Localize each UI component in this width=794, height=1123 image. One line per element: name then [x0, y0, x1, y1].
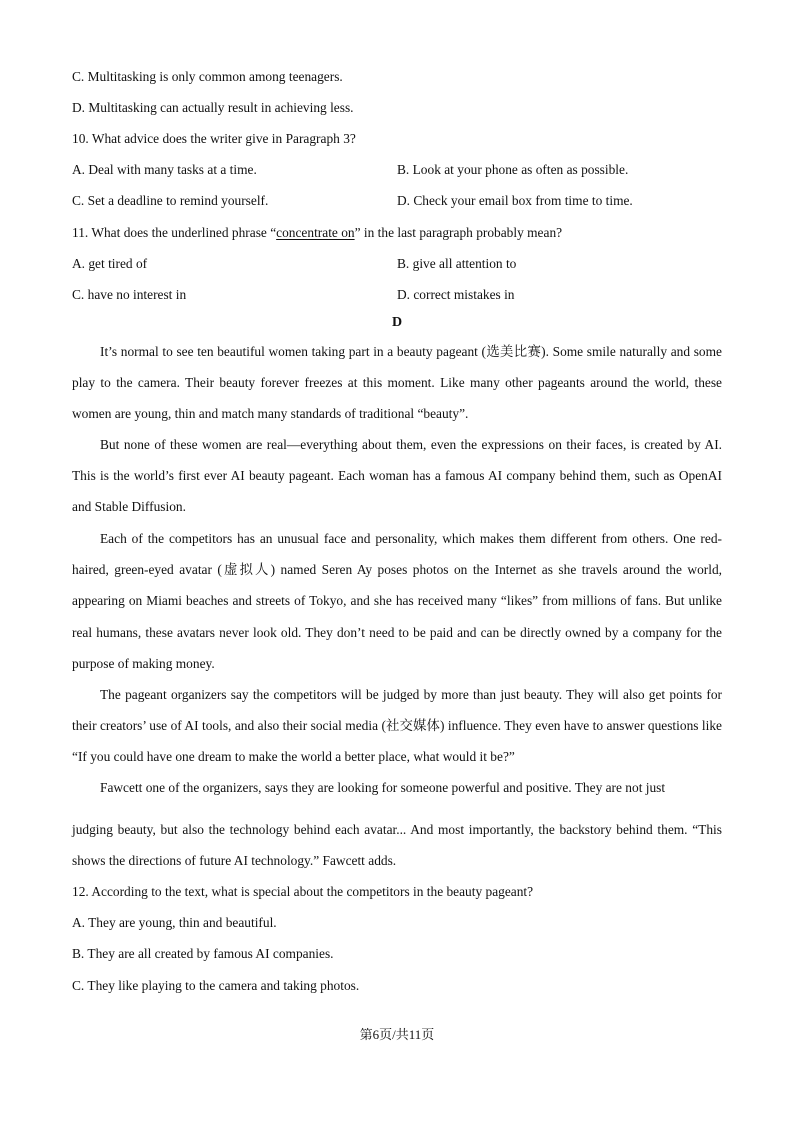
- page-number: 第6页/共11页: [359, 1027, 435, 1042]
- q10-option-a: A. Deal with many tasks at a time.: [72, 162, 257, 177]
- passage-paragraph-5-first-line: Fawcett one of the organizers, says they are looking for someone powerful and positive. They are not just: [100, 780, 666, 795]
- q9-option-d: D. Multitasking can actually result in achieving less.: [72, 100, 354, 115]
- q10-option-b: B. Look at your phone as often as possible.: [397, 162, 629, 177]
- q10-question: 10. What advice does the writer give in Paragraph 3?: [72, 131, 356, 146]
- passage-heading: D: [391, 315, 403, 330]
- q12-option-c: C. They like playing to the camera and taking photos.: [72, 978, 360, 993]
- passage-paragraph-1: It’s normal to see ten beautiful women taking part in a beauty pageant (选美比赛). Some smile naturally and some play to the camera. Their beauty forever freezes at this moment. Like many other pageants around the world, these women are young, thin and match many standards of traditional “beauty”.: [72, 344, 722, 422]
- q12-question: 12. According to the text, what is special about the competitors in the beauty pageant?: [72, 884, 534, 899]
- q10-option-d: D. Check your email box from time to time.: [397, 193, 633, 208]
- q9-option-c: C. Multitasking is only common among teenagers.: [72, 69, 343, 84]
- q11-option-d: D. correct mistakes in: [397, 287, 515, 302]
- q11-option-a: A. get tired of: [72, 256, 148, 271]
- q11-option-b: B. give all attention to: [397, 256, 517, 271]
- passage-paragraph-5-rest: judging beauty, but also the technology behind each avatar... And most importantly, the backstory behind them. “This shows the directions of future AI technology.” Fawcett adds.: [72, 822, 722, 869]
- q12-option-a: A. They are young, thin and beautiful.: [72, 915, 277, 930]
- q12-option-b: B. They are all created by famous AI companies.: [72, 946, 334, 961]
- passage-paragraph-4: The pageant organizers say the competitors will be judged by more than just beauty. They will also get points for their creators’ use of AI tools, and also their social media (社交媒体) influence. They even have to answer questions like “If you could have one dream to make the world a better place, what would it be?”: [72, 687, 722, 765]
- q10-option-c: C. Set a deadline to remind yourself.: [72, 193, 269, 208]
- underlined-phrase: concentrate on: [276, 225, 355, 240]
- q11-question: 11. What does the underlined phrase “concentrate on” in the last paragraph probably mean?: [72, 225, 563, 240]
- passage-paragraph-3: Each of the competitors has an unusual face and personality, which makes them different from others. One red-haired, green-eyed avatar (虚拟人) named Seren Ay poses photos on the Internet as she travels around the world, appearing on Miami beaches and streets of Tokyo, and she has received many “likes” from millions of fans. But unlike real humans, these avatars never look old. They don’t need to be paid and can be directly owned by a company for the purpose of making money.: [72, 531, 722, 671]
- passage-paragraph-2: But none of these women are real—everything about them, even the expressions on their faces, is created by AI. This is the world’s first ever AI beauty pageant. Each woman has a famous AI company behind them, such as OpenAI and Stable Diffusion.: [72, 437, 722, 515]
- q11-option-c: C. have no interest in: [72, 287, 187, 302]
